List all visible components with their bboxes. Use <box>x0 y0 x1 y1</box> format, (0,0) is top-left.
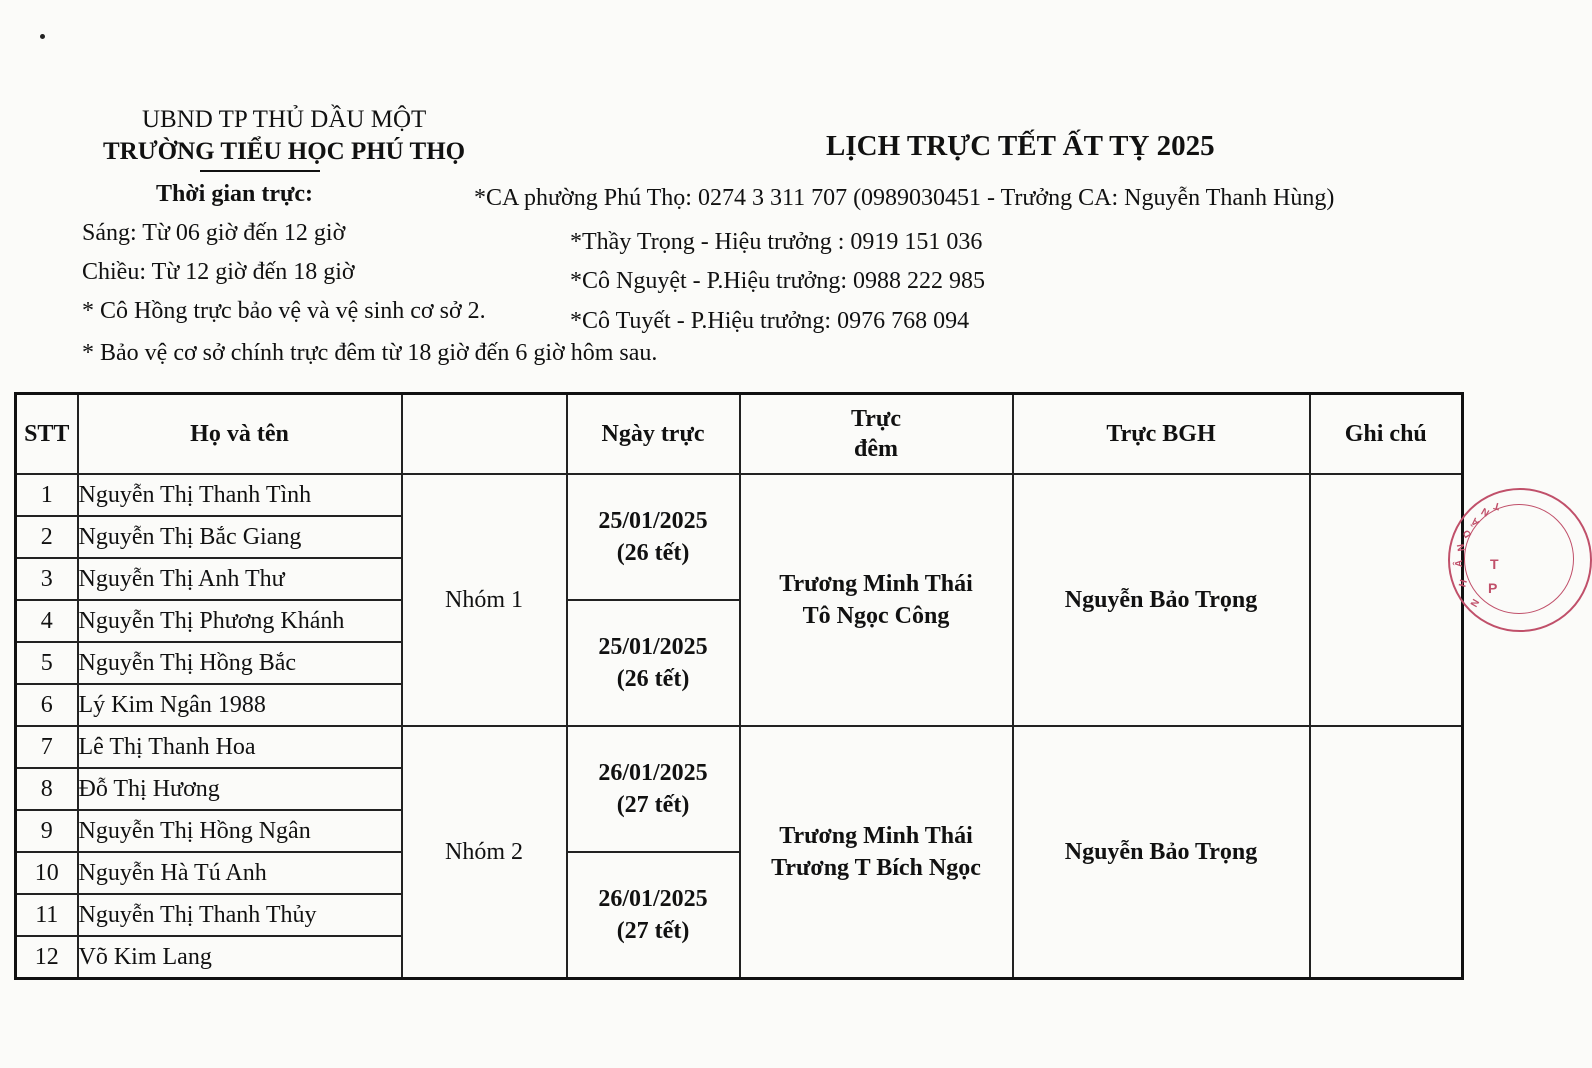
duty-date: 26/01/2025 (27 tết) <box>567 726 740 852</box>
seal-char: D <box>1461 527 1475 540</box>
seal-char: T <box>1490 556 1499 572</box>
contact-principal: *Thầy Trọng - Hiệu trưởng : 0919 151 036 <box>570 229 983 255</box>
duty-date: 26/01/2025 (27 tết) <box>567 852 740 979</box>
row-stt: 11 <box>16 894 78 936</box>
col-header-stt: STT <box>16 394 78 475</box>
row-name: Nguyễn Thị Thanh Tình <box>78 474 402 516</box>
duty-hours-heading: Thời gian trực: <box>156 181 314 207</box>
seal-char: Â <box>1469 515 1483 528</box>
row-name: Nguyễn Thị Anh Thư <box>78 558 402 600</box>
row-stt: 12 <box>16 936 78 979</box>
row-stt: 10 <box>16 852 78 894</box>
night-duty: Trương Minh Thái Tô Ngọc Công <box>740 474 1013 726</box>
row-stt: 4 <box>16 600 78 642</box>
row-name: Nguyễn Thị Bắc Giang <box>78 516 402 558</box>
contact-police: *CA phường Phú Thọ: 0274 3 311 707 (0989030451 - Trưởng CA: Nguyễn Thanh Hùng) <box>474 185 1335 211</box>
seal-char: Â <box>1454 559 1466 568</box>
row-name: Nguyễn Thị Hồng Ngân <box>78 810 402 852</box>
row-name: Nguyễn Thị Phương Khánh <box>78 600 402 642</box>
contact-vice-principal-1: *Cô Nguyệt - P.Hiệu trưởng: 0988 222 985 <box>570 268 986 294</box>
row-name: Đỗ Thị Hương <box>78 768 402 810</box>
row-name: Nguyễn Thị Thanh Thủy <box>78 894 402 936</box>
group-label: Nhóm 2 <box>402 726 567 979</box>
night-duty: Trương Minh Thái Trương T Bích Ngọc <box>740 726 1013 979</box>
row-stt: 1 <box>16 474 78 516</box>
seal-char: N <box>1479 504 1492 519</box>
note-campus-2: * Cô Hồng trực bảo vệ và vệ sinh cơ sở 2. <box>82 298 486 324</box>
row-stt: 5 <box>16 642 78 684</box>
seal-char: N <box>1469 597 1483 610</box>
row-name: Lê Thị Thanh Hoa <box>78 726 402 768</box>
col-header-group <box>402 394 567 475</box>
org-line-1: UBND TP THỦ DẦU MỘT <box>142 106 427 133</box>
col-header-note: Ghi chú <box>1310 394 1463 475</box>
seal-char: H <box>1457 578 1470 589</box>
bgh-duty: Nguyễn Bảo Trọng <box>1013 726 1310 979</box>
seal-char: N <box>1455 542 1468 553</box>
duty-date: 25/01/2025 (26 tết) <box>567 600 740 726</box>
afternoon-hours: Chiều: Từ 12 giờ đến 18 giờ <box>82 259 355 285</box>
row-name: Nguyễn Thị Hồng Bắc <box>78 642 402 684</box>
row-name: Lý Kim Ngân 1988 <box>78 684 402 726</box>
note-cell <box>1310 474 1466 726</box>
row-name: Võ Kim Lang <box>78 936 402 979</box>
seal-char: P <box>1488 580 1498 596</box>
col-header-bgh: Trực BGH <box>1013 394 1310 475</box>
row-stt: 3 <box>16 558 78 600</box>
scan-speck <box>40 34 45 39</box>
row-stt: 2 <box>16 516 78 558</box>
seal-char: T <box>1492 499 1502 512</box>
bgh-duty: Nguyễn Bảo Trọng <box>1013 474 1310 726</box>
note-night-guard: * Bảo vệ cơ sở chính trực đêm từ 18 giờ đến 6 giờ hôm sau. <box>82 340 658 366</box>
table-row <box>16 726 1463 768</box>
row-stt: 9 <box>16 810 78 852</box>
row-stt: 7 <box>16 726 78 768</box>
group-label: Nhóm 1 <box>402 474 567 726</box>
row-stt: 6 <box>16 684 78 726</box>
contact-vice-principal-2: *Cô Tuyết - P.Hiệu trưởng: 0976 768 094 <box>570 308 970 334</box>
duty-date: 25/01/2025 (26 tết) <box>567 474 740 600</box>
col-header-date: Ngày trực <box>567 394 740 475</box>
col-header-name: Họ và tên <box>78 394 402 475</box>
note-cell <box>1310 726 1463 979</box>
row-name: Nguyễn Hà Tú Anh <box>78 852 402 894</box>
org-line-2: TRƯỜNG TIỂU HỌC PHÚ THỌ <box>103 138 466 165</box>
org-underline <box>200 170 320 172</box>
row-stt: 8 <box>16 768 78 810</box>
col-header-night: Trực đêm <box>740 394 1013 475</box>
duty-schedule-table <box>14 392 1464 980</box>
document-title: LỊCH TRỰC TẾT ẤT TỴ 2025 <box>826 130 1215 162</box>
table-header-row <box>16 394 1463 475</box>
table-row <box>16 474 1463 516</box>
morning-hours: Sáng: Từ 06 giờ đến 12 giờ <box>82 220 346 246</box>
official-seal <box>1448 488 1592 632</box>
